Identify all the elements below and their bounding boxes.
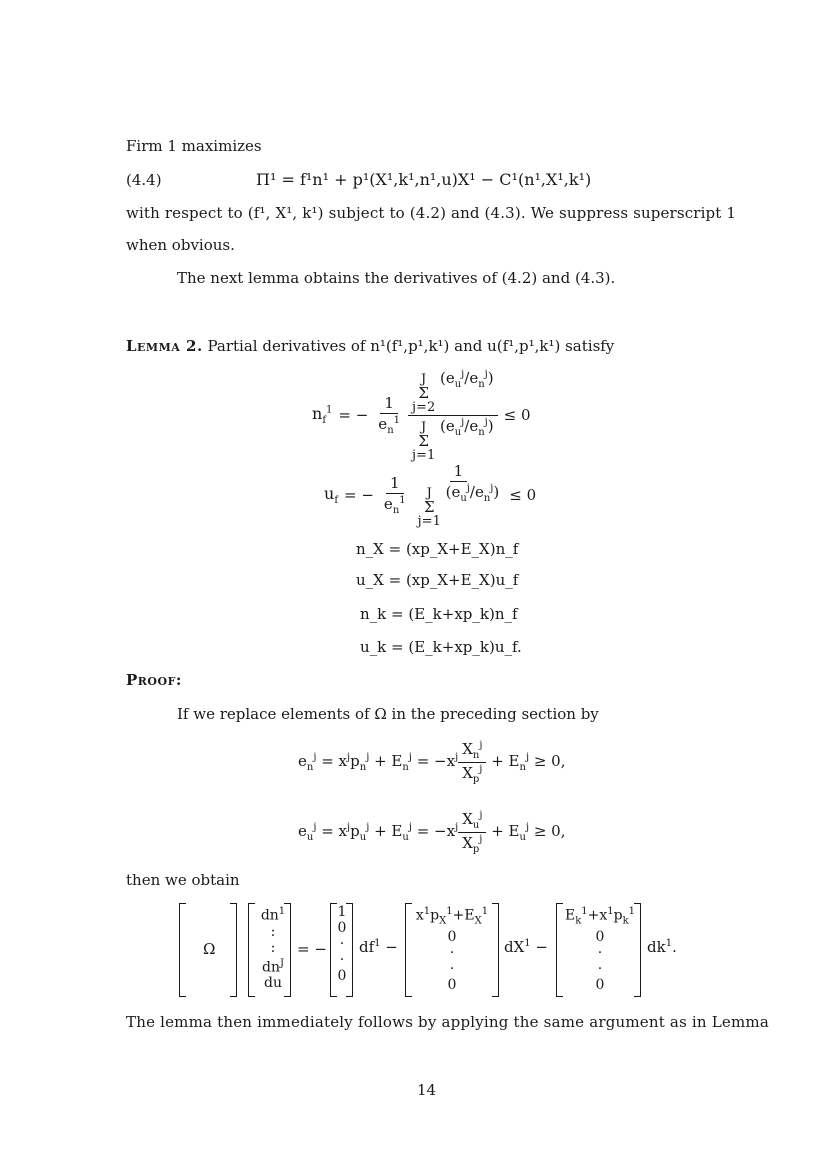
- equals-minus: = −: [297, 940, 327, 958]
- omega-bracket-right: [230, 903, 237, 997]
- equation-nk: n_k = (E_k+xp_k)n_f: [360, 605, 518, 623]
- omega-bracket-left: [179, 903, 186, 997]
- equation-enj: $e_n^j = x^jp_n^j + E_n^j = -x^j$ $\frac{X_n^j}{X_p^j}$ + $E_n^j \ge 0$,: [298, 739, 566, 785]
- lemma-heading: [126, 337, 614, 355]
- uf-prefactor: $\frac{1}{e_n^1}$: [383, 474, 406, 516]
- intro-text: Firm 1 maximizes: [126, 137, 262, 155]
- equation-nX: n_X = (xp_X+E_X)n_f: [356, 540, 519, 558]
- proof-then-text: then we obtain: [126, 871, 240, 889]
- fvec-bracket-right: [346, 903, 353, 997]
- constraint-text-cont: when obvious.: [126, 236, 235, 254]
- df-term: $df^1$ −: [359, 938, 398, 956]
- xvec-bracket-left: [405, 903, 412, 997]
- lemma-statement: Partial derivatives of n¹(f¹,p¹,k¹) and u(f¹,p¹,k¹) satisfy: [207, 337, 615, 355]
- equation-nf: $n_f^1$ = − $\frac{1}{e_n^1}$ J Σ j=2 $(e_u^j/e_n^j)$ J Σ j=1 $(e_u^j/e_n^j)$ ≤ 0: [312, 368, 531, 463]
- nf-ratio: J Σ j=2 $(e_u^j/e_n^j)$ J Σ j=1 $(e_u^j/e_n^j)$: [408, 369, 498, 462]
- xvec-bracket-right: [492, 903, 499, 997]
- dvec-bracket-right: [284, 903, 291, 997]
- kvec-bracket-right: [634, 903, 641, 997]
- equation-uf: $u_f$ = − $\frac{1}{e_n^1}$ 1 J Σ j=1 $(e_u^j/e_n^j)$ ≤ 0: [324, 462, 537, 529]
- equation-euj: $e_u^j = x^jp_u^j + E_u^j = -x^j$ $\frac{X_u^j}{X_p^j}$ + $E_u^j \ge 0$,: [298, 809, 566, 855]
- uf-ratio: 1 J Σ j=1 $(e_u^j/e_n^j)$: [417, 462, 500, 529]
- nf-prefactor: $\frac{1}{e_n^1}$: [378, 394, 401, 436]
- page-number: 14: [417, 1081, 437, 1099]
- differential-vector: $dn^1$ : : $dn^J$ du: [260, 906, 286, 992]
- unit-vector: 1 0 · · 0: [337, 904, 347, 984]
- nf-inequality: ≤ 0: [503, 406, 531, 424]
- uf-symbol: u: [324, 483, 335, 503]
- equation-uk: u_k = (E_k+xp_k)u_f.: [360, 638, 522, 656]
- constraint-text: with respect to (f¹, X¹, k¹) subject to (4.2) and (4.3). We suppress superscript 1: [126, 204, 737, 222]
- omega-matrix: Ω: [203, 940, 216, 958]
- objective-equation: Π¹ = f¹n¹ + p¹(X¹,k¹,n¹,u)X¹ − C¹(n¹,X¹,k¹): [256, 170, 592, 189]
- lemma-intro-text: The next lemma obtains the derivatives of (4.2) and (4.3).: [177, 269, 616, 287]
- lemma-label: Lemma 2.: [126, 337, 203, 355]
- dvec-bracket-left: [248, 903, 255, 997]
- dX-term: $dX^1$ −: [504, 938, 548, 956]
- nf-symbol: n: [312, 403, 323, 423]
- equation-label: (4.4): [126, 171, 162, 189]
- uf-inequality: ≤ 0: [509, 486, 537, 504]
- proof-label: Proof:: [126, 671, 182, 689]
- proof-conclusion: The lemma then immediately follows by applying the same argument as in Lemma: [126, 1013, 769, 1031]
- proof-intro-text: If we replace elements of Ω in the preceding section by: [177, 705, 599, 723]
- dk-term: $dk^1$.: [647, 938, 677, 956]
- equation-uX: u_X = (xp_X+E_X)u_f: [356, 571, 519, 589]
- x-vector: $x^1p_X^1+E_X^1$ 0 · · 0: [415, 906, 489, 994]
- k-vector: $E_k^1+x^1p_k^1$ 0 · · 0: [564, 906, 636, 994]
